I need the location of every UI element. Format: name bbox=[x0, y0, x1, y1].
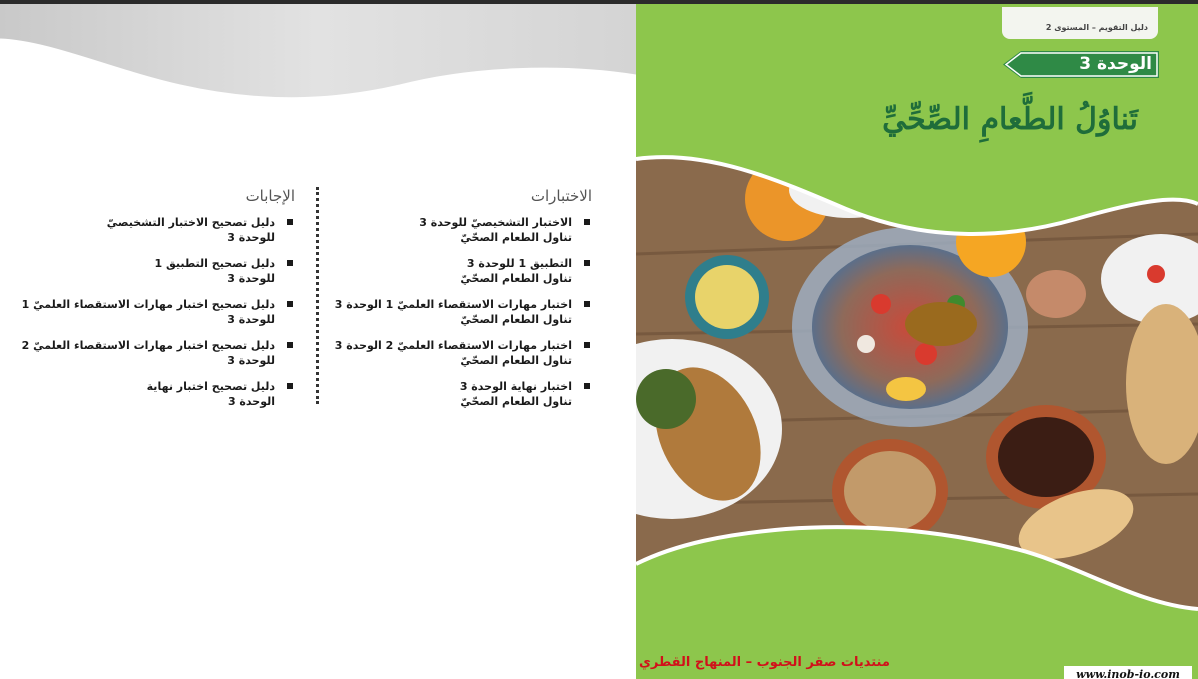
guide-label: دليل التقويم – المستوى 2 bbox=[1002, 7, 1158, 39]
bullet-icon bbox=[287, 342, 293, 348]
tests-list bbox=[330, 215, 592, 409]
list-item: دليل تصحيح اختبار مهارات الاستقصاء العلميّ 1 للوحدة 3 bbox=[20, 297, 295, 327]
left-page bbox=[0, 4, 636, 679]
site-watermark: www.inob-io.com bbox=[1064, 666, 1192, 679]
list-item: اختبار مهارات الاستقصاء العلميّ 2 الوحدة 3 تناول الطعام الصحّيّ bbox=[330, 338, 592, 368]
bullet-icon bbox=[584, 219, 590, 225]
list-item: الاختبار التشخيصيّ للوحدة 3 تناول الطعام الصحّيّ bbox=[330, 215, 592, 245]
list-item: دليل تصحيح الاختبار التشخيصيّ للوحدة 3 bbox=[20, 215, 295, 245]
list-item: اختبار نهاية الوحدة 3 تناول الطعام الصحّيّ bbox=[330, 379, 592, 409]
list-item: دليل تصحيح اختبار مهارات الاستقصاء العلميّ 2 للوحدة 3 bbox=[20, 338, 295, 368]
answers-heading: الإجابات bbox=[245, 187, 295, 205]
list-item: دليل تصحيح اختبار نهاية الوحدة 3 bbox=[20, 379, 295, 409]
bullet-icon bbox=[584, 342, 590, 348]
right-page bbox=[636, 4, 1198, 679]
bullet-icon bbox=[287, 383, 293, 389]
column-divider bbox=[316, 187, 319, 404]
tests-column bbox=[330, 187, 592, 420]
list-item: اختبار مهارات الاستقصاء العلميّ 1 الوحدة 3 تناول الطعام الصحّيّ bbox=[330, 297, 592, 327]
list-item: دليل تصحيح التطبيق 1 للوحدة 3 bbox=[20, 256, 295, 286]
bullet-icon bbox=[287, 219, 293, 225]
answers-list bbox=[20, 215, 295, 409]
tests-heading: الاختبارات bbox=[530, 187, 592, 205]
header-wave bbox=[0, 4, 636, 114]
bullet-icon bbox=[287, 260, 293, 266]
bullet-icon bbox=[584, 260, 590, 266]
bullet-icon bbox=[584, 383, 590, 389]
bullet-icon bbox=[287, 301, 293, 307]
answers-column bbox=[20, 187, 295, 420]
list-item: التطبيق 1 للوحدة 3 تناول الطعام الصحّيّ bbox=[330, 256, 592, 286]
page-title: تَناوُلُ الطَّعامِ الصِّحِّيِّ bbox=[882, 102, 1138, 137]
bullet-icon bbox=[584, 301, 590, 307]
forum-credit: منتديات صقر الجنوب – المنهاج القطري bbox=[639, 655, 890, 670]
unit-label: الوحدة 3 bbox=[1079, 54, 1152, 74]
